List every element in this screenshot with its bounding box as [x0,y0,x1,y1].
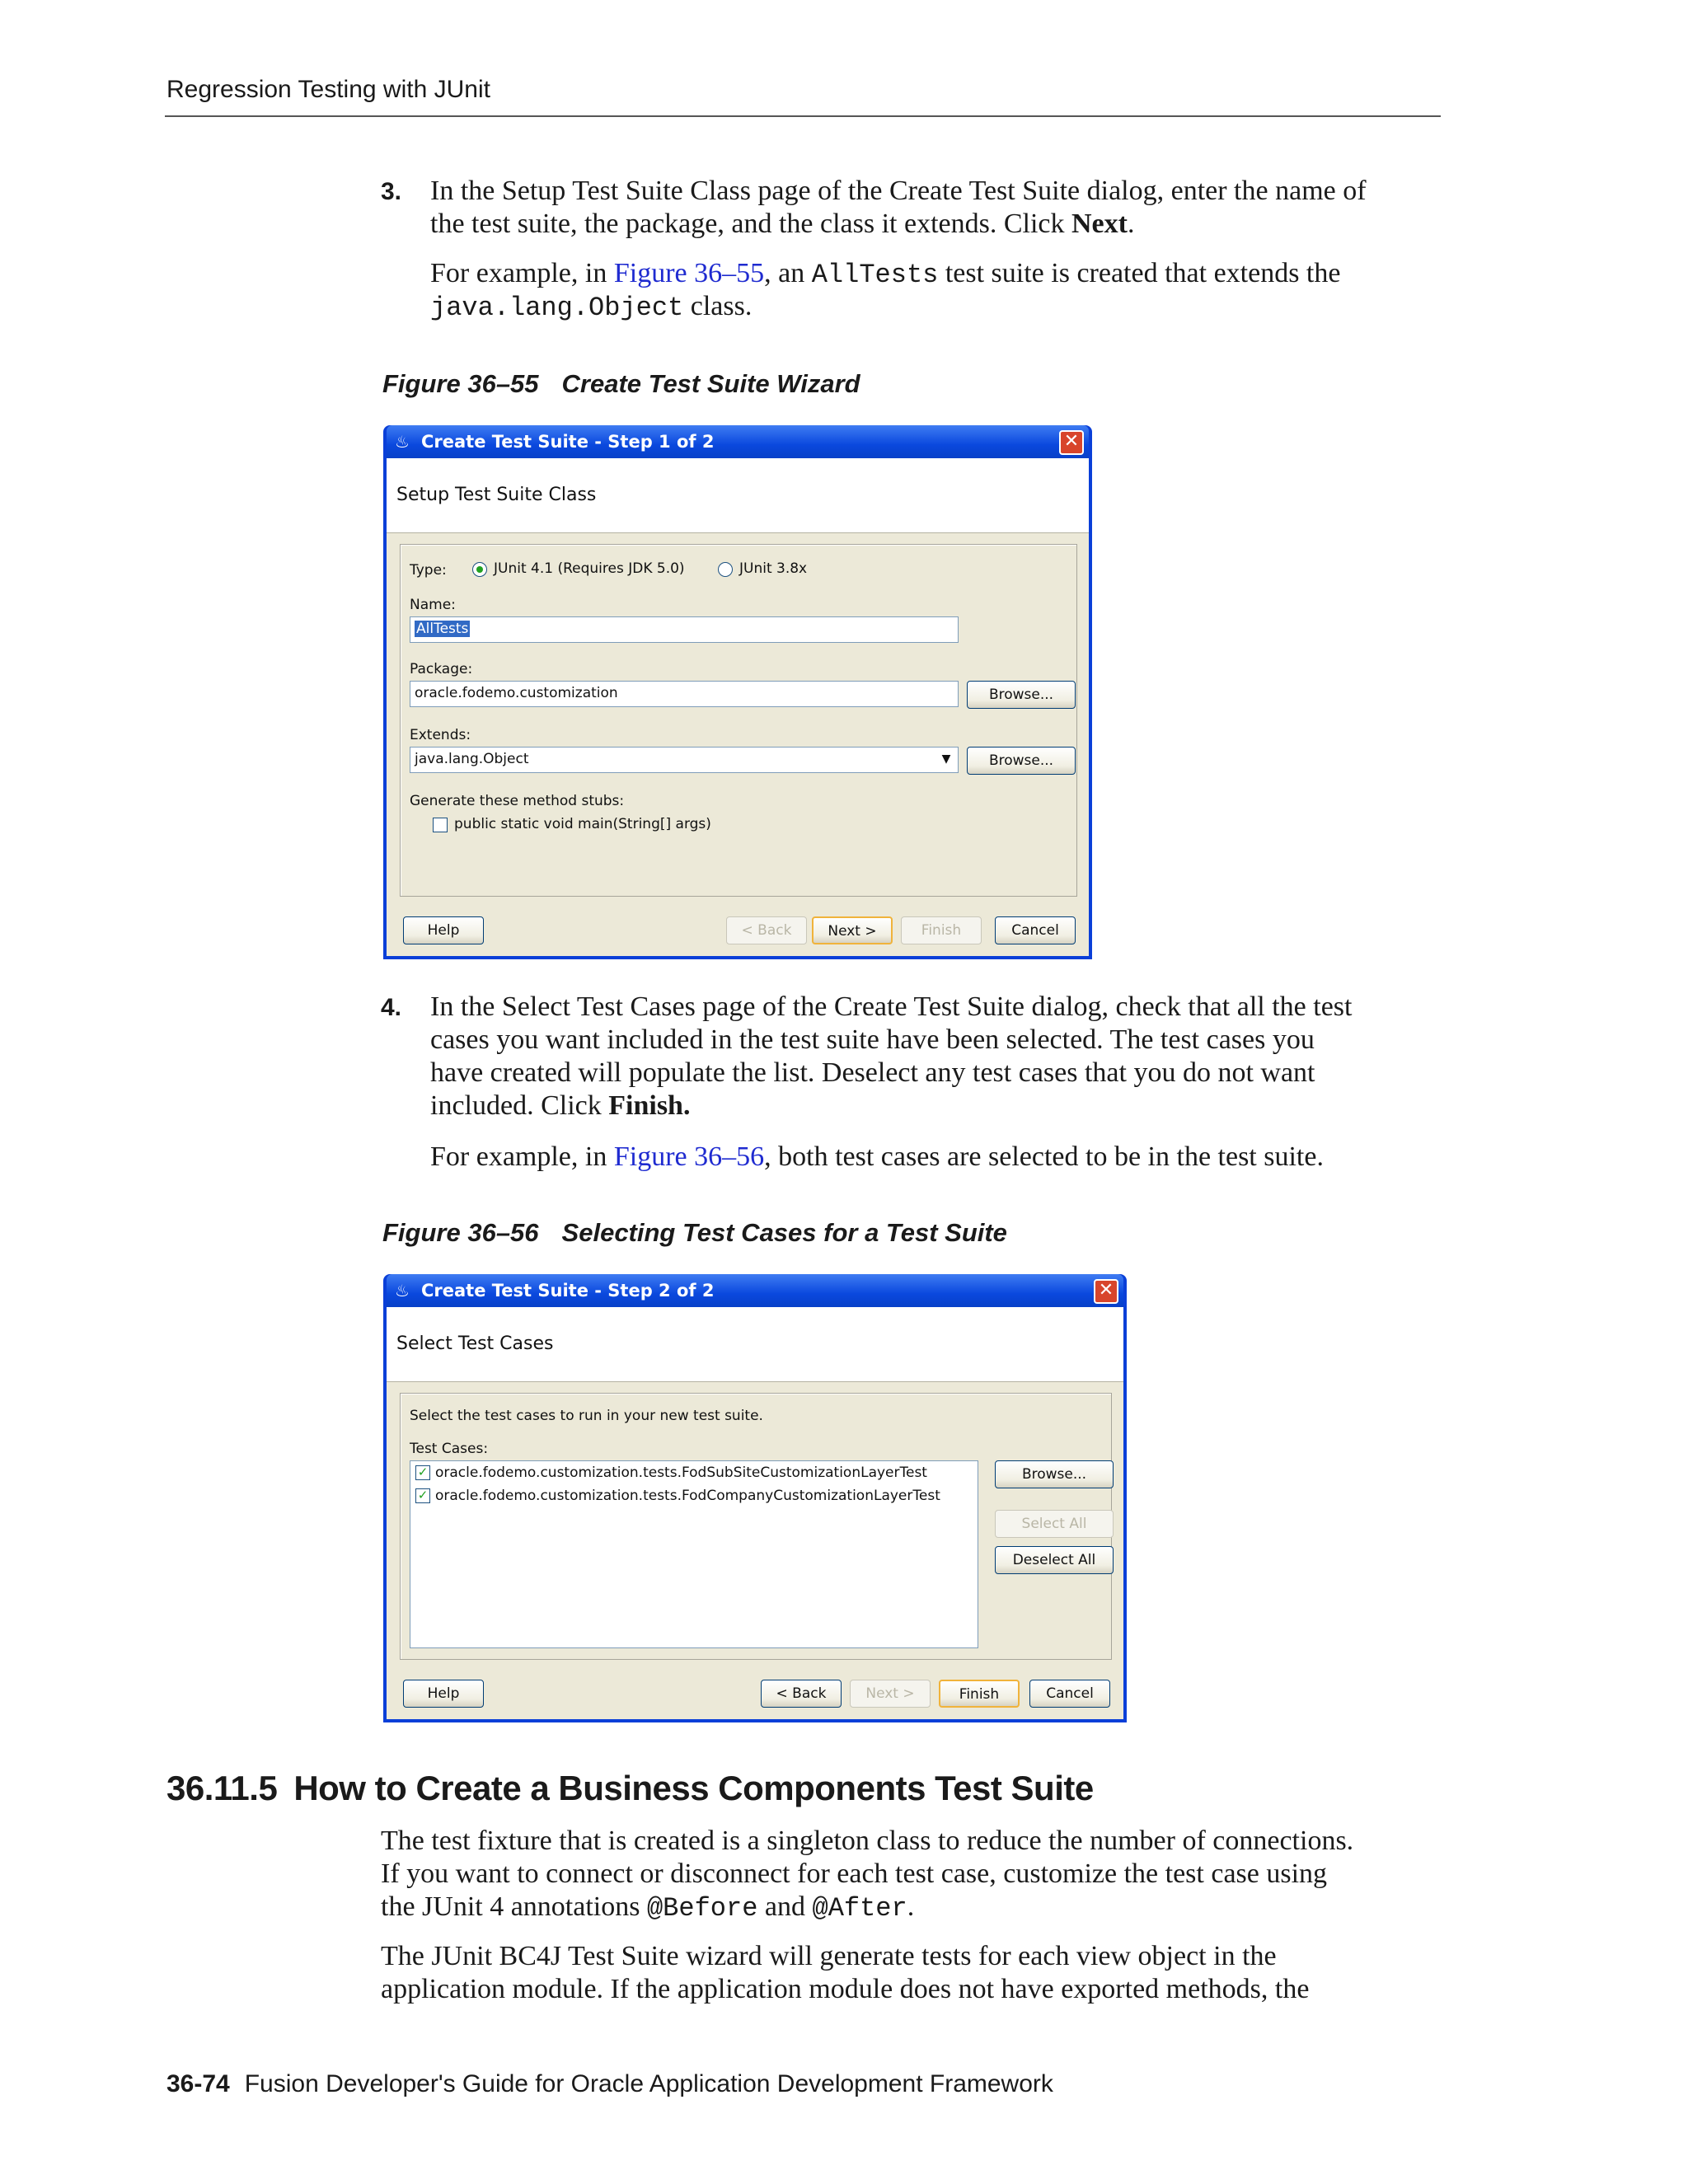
step-4-line-1: In the Select Test Cases page of the Create Test Suite dialog, check that all the test [430,991,1353,1022]
browse-button[interactable]: Browse... [995,1460,1114,1488]
section-paragraph-2-line-1: The JUnit BC4J Test Suite wizard will generate tests for each view object in the [381,1941,1277,1971]
dialog-title-bar[interactable] [387,1274,1123,1307]
extends-label: Extends: [410,727,471,743]
section-paragraph-2-line-2: application module. If the application module does not have exported methods, the [381,1974,1310,2004]
step-3-example-line-2: java.lang.Object class. [430,291,753,323]
section-paragraph-1-line-3: the JUnit 4 annotations @Before and @After. [381,1891,915,1924]
select-all-button[interactable]: Select All [995,1510,1114,1538]
dialog-body [387,458,1089,956]
list-item[interactable]: ✓ oracle.fodemo.customization.tests.FodCompanyCustomizationLayerTest [415,1488,940,1504]
checked-checkbox-icon[interactable]: ✓ [415,1488,430,1503]
section-paragraph-1-line-1: The test fixture that is created is a singleton class to reduce the number of connections. [381,1825,1354,1856]
dialog-header [387,458,1089,533]
figure-36-56-link[interactable]: Figure 36–56 [613,1141,765,1172]
checked-checkbox-icon[interactable]: ✓ [415,1465,430,1480]
step-3-example-line-1: For example, in Figure 36–55, an AllTests test suite is created that extends the [430,258,1341,290]
dropdown-arrow-icon[interactable]: ▼ [936,749,956,769]
step-4-example: For example, in Figure 36–56, both test cases are selected to be in the test suite. [430,1141,1324,1172]
finish-button[interactable]: Finish [901,916,982,944]
java-cup-icon: ♨ [395,432,410,452]
dialog-title: Create Test Suite - Step 1 of 2 [421,432,715,452]
main-stub-label: public static void main(String[] args) [454,816,711,832]
page-number: 36-74 [166,2070,230,2097]
instruction-text: Select the test cases to run in your new test suite. [410,1408,763,1424]
name-label: Name: [410,597,456,613]
step-3-line-2: the test suite, the package, and the class it extends. Click Next. [430,209,1135,239]
step-4-number: 4. [381,994,402,1021]
step-3-number: 3. [381,178,402,205]
package-label: Package: [410,661,473,677]
method-stubs-label: Generate these method stubs: [410,793,625,809]
main-stub-checkbox[interactable] [433,818,448,832]
help-button[interactable]: Help [403,1680,484,1708]
step-3-line-1: In the Setup Test Suite Class page of the Create Test Suite dialog, enter the name of [430,176,1367,206]
close-icon[interactable]: ✕ [1094,1279,1118,1304]
junit38-radio-label: JUnit 3.8x [739,560,808,577]
dialog-title-bar[interactable] [387,425,1089,458]
dialog-title: Create Test Suite - Step 2 of 2 [421,1281,715,1301]
step-4-line-2: cases you want included in the test suite have been selected. The test cases you [430,1024,1315,1055]
junit38-radio[interactable] [718,562,733,577]
page-footer [166,2070,1053,2098]
figure-36-55-link[interactable]: Figure 36–55 [613,258,765,288]
close-icon[interactable]: ✕ [1059,430,1084,455]
dialog-header-title: Setup Test Suite Class [396,485,597,505]
junit4-radio[interactable] [472,562,487,577]
next-button[interactable]: Next > [812,916,893,944]
test-cases-label: Test Cases: [410,1441,489,1457]
back-button[interactable]: < Back [726,916,807,944]
dialog-body [387,1307,1123,1719]
create-test-suite-dialog-step-2 [383,1274,1127,1722]
deselect-all-button[interactable]: Deselect All [995,1546,1114,1574]
dialog-header [387,1307,1123,1382]
step-4-line-3: have created will populate the list. Deselect any test cases that you do not want [430,1057,1315,1088]
next-button[interactable]: Next > [850,1680,931,1708]
help-button[interactable]: Help [403,916,484,944]
dialog-header-title: Select Test Cases [396,1333,554,1354]
header-rule [165,115,1441,117]
step-4-line-4: included. Click Finish. [430,1090,691,1121]
book-title: Fusion Developer's Guide for Oracle Application Development Framework [244,2070,1053,2097]
cancel-button[interactable]: Cancel [1029,1680,1110,1708]
settings-panel [400,544,1077,897]
running-header: Regression Testing with JUnit [166,76,490,103]
java-cup-icon: ♨ [395,1281,410,1301]
package-input[interactable]: oracle.fodemo.customization [410,681,959,707]
create-test-suite-dialog-step-1 [383,425,1092,959]
back-button[interactable]: < Back [761,1680,842,1708]
type-label: Type: [410,562,447,579]
figure-36-55-caption: Figure 36–55 Create Test Suite Wizard [382,369,860,398]
name-input[interactable]: AllTests [410,616,959,643]
finish-button[interactable]: Finish [939,1680,1020,1708]
figure-36-56-caption: Figure 36–56 Selecting Test Cases for a Test Suite [382,1218,1007,1247]
extends-combo[interactable]: java.lang.Object ▼ [410,747,959,773]
junit4-radio-label: JUnit 4.1 (Requires JDK 5.0) [494,560,685,577]
section-heading: 36.11.5 How to Create a Business Components Test Suite [166,1769,1094,1807]
section-paragraph-1-line-2: If you want to connect or disconnect for each test case, customize the test case using [381,1858,1328,1889]
cancel-button[interactable]: Cancel [995,916,1076,944]
test-cases-list[interactable] [410,1460,978,1648]
list-item[interactable]: ✓ oracle.fodemo.customization.tests.FodSubSiteCustomizationLayerTest [415,1465,927,1481]
package-browse-button[interactable]: Browse... [967,681,1076,709]
extends-browse-button[interactable]: Browse... [967,747,1076,775]
